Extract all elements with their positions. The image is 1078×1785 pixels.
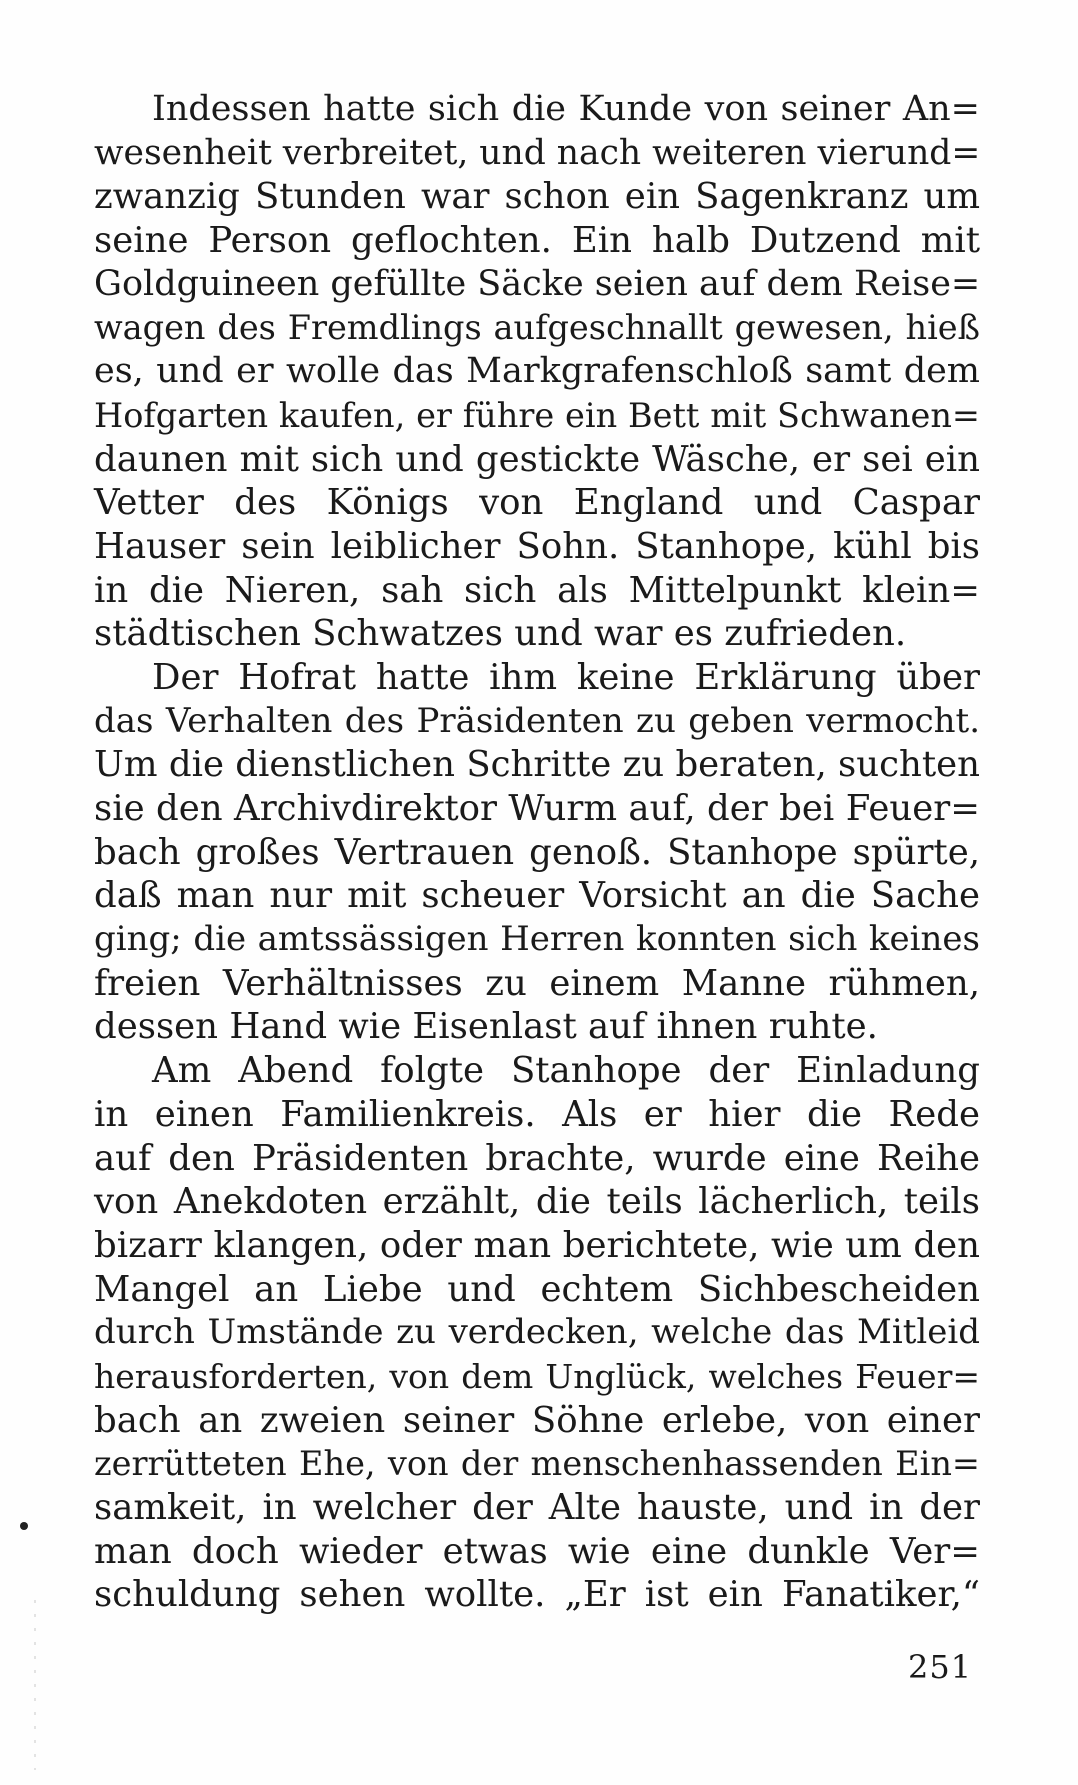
text-line: man doch wieder etwas wie eine dunkle Ver= bbox=[94, 1530, 980, 1572]
text-line: daß man nur mit scheuer Vorsicht an die Sache bbox=[94, 875, 980, 917]
text-line: zwanzig Stunden war schon ein Sagenkranz um bbox=[94, 176, 980, 218]
text-line: seine Person geflochten. Ein halb Dutzend mit bbox=[94, 220, 980, 262]
paragraph bbox=[94, 88, 980, 656]
text-line: Vetter des Königs von England und Caspar bbox=[94, 482, 980, 524]
text-line: Hofgarten kaufen, er führe ein Bett mit Schwanen= bbox=[94, 395, 980, 435]
text-line: auf den Präsidenten brachte, wurde eine Reihe bbox=[94, 1137, 980, 1179]
text-line: Indessen hatte sich die Kunde von seiner An= bbox=[152, 89, 980, 129]
text-line: Mangel an Liebe und echtem Sichbescheiden bbox=[94, 1268, 980, 1310]
text-line: freien Verhältnisses zu einem Manne rühmen, bbox=[94, 962, 980, 1004]
text-line: Am Abend folgte Stanhope der Einladung bbox=[152, 1050, 980, 1092]
paragraph bbox=[94, 1049, 980, 1617]
text-line: dessen Hand wie Eisenlast auf ihnen ruhte. bbox=[94, 1006, 878, 1048]
text-line: von Anekdoten erzählt, die teils lächerlich, teils bbox=[94, 1181, 980, 1223]
text-line: in die Nieren, sah sich als Mittelpunkt klein= bbox=[94, 569, 980, 611]
text-line: städtischen Schwatzes und war es zufrieden. bbox=[94, 613, 907, 655]
text-line: sie den Archivdirektor Wurm auf, der bei Feuer= bbox=[94, 788, 980, 829]
text-line: herausforderten, von dem Unglück, welches Feuer= bbox=[94, 1356, 980, 1396]
paragraph bbox=[94, 656, 980, 1049]
text-line: zerrütteten Ehe, von der menschenhassenden Ein= bbox=[94, 1444, 980, 1484]
text-line: in einen Familienkreis. Als er hier die Rede bbox=[94, 1093, 980, 1135]
text-line: durch Umstände zu verdecken, welche das Mitleid bbox=[94, 1312, 980, 1353]
text-line: Hauser sein leiblicher Sohn. Stanhope, kühl bis bbox=[94, 525, 980, 567]
ink-speck bbox=[20, 1522, 28, 1530]
page-number: 251 bbox=[908, 1648, 973, 1686]
body-text bbox=[94, 88, 980, 1617]
text-line: ging; die amtssässigen Herren konnten sich keines bbox=[94, 919, 980, 960]
text-line: das Verhalten des Präsidenten zu geben vermocht. bbox=[94, 700, 980, 741]
text-line: es, und er wolle das Markgrafenschloß samt dem bbox=[94, 351, 980, 392]
text-line: Goldguineen gefüllte Säcke seien auf dem Reise= bbox=[94, 263, 981, 304]
text-line: samkeit, in welcher der Alte hauste, und in der bbox=[94, 1487, 980, 1528]
scan-edge-noise bbox=[34, 1600, 36, 1770]
text-line: bach an zweien seiner Söhne erlebe, von einer bbox=[94, 1399, 980, 1441]
text-line: wagen des Fremdlings aufgeschnallt gewesen, hieß bbox=[94, 308, 980, 348]
text-line: bizarr klangen, oder man berichtete, wie um den bbox=[94, 1224, 980, 1266]
text-line: Um die dienstlichen Schritte zu beraten, suchten bbox=[94, 744, 980, 786]
text-line: daunen mit sich und gestickte Wäsche, er sei ein bbox=[94, 438, 980, 480]
text-line: wesenheit verbreitet, und nach weiteren vierund= bbox=[94, 132, 981, 173]
text-line: bach großes Vertrauen genoß. Stanhope spürte, bbox=[94, 831, 980, 873]
text-line: Der Hofrat hatte ihm keine Erklärung über bbox=[152, 656, 980, 698]
text-line: schuldung sehen wollte. „Er ist ein Fanatiker,“ bbox=[94, 1574, 980, 1616]
